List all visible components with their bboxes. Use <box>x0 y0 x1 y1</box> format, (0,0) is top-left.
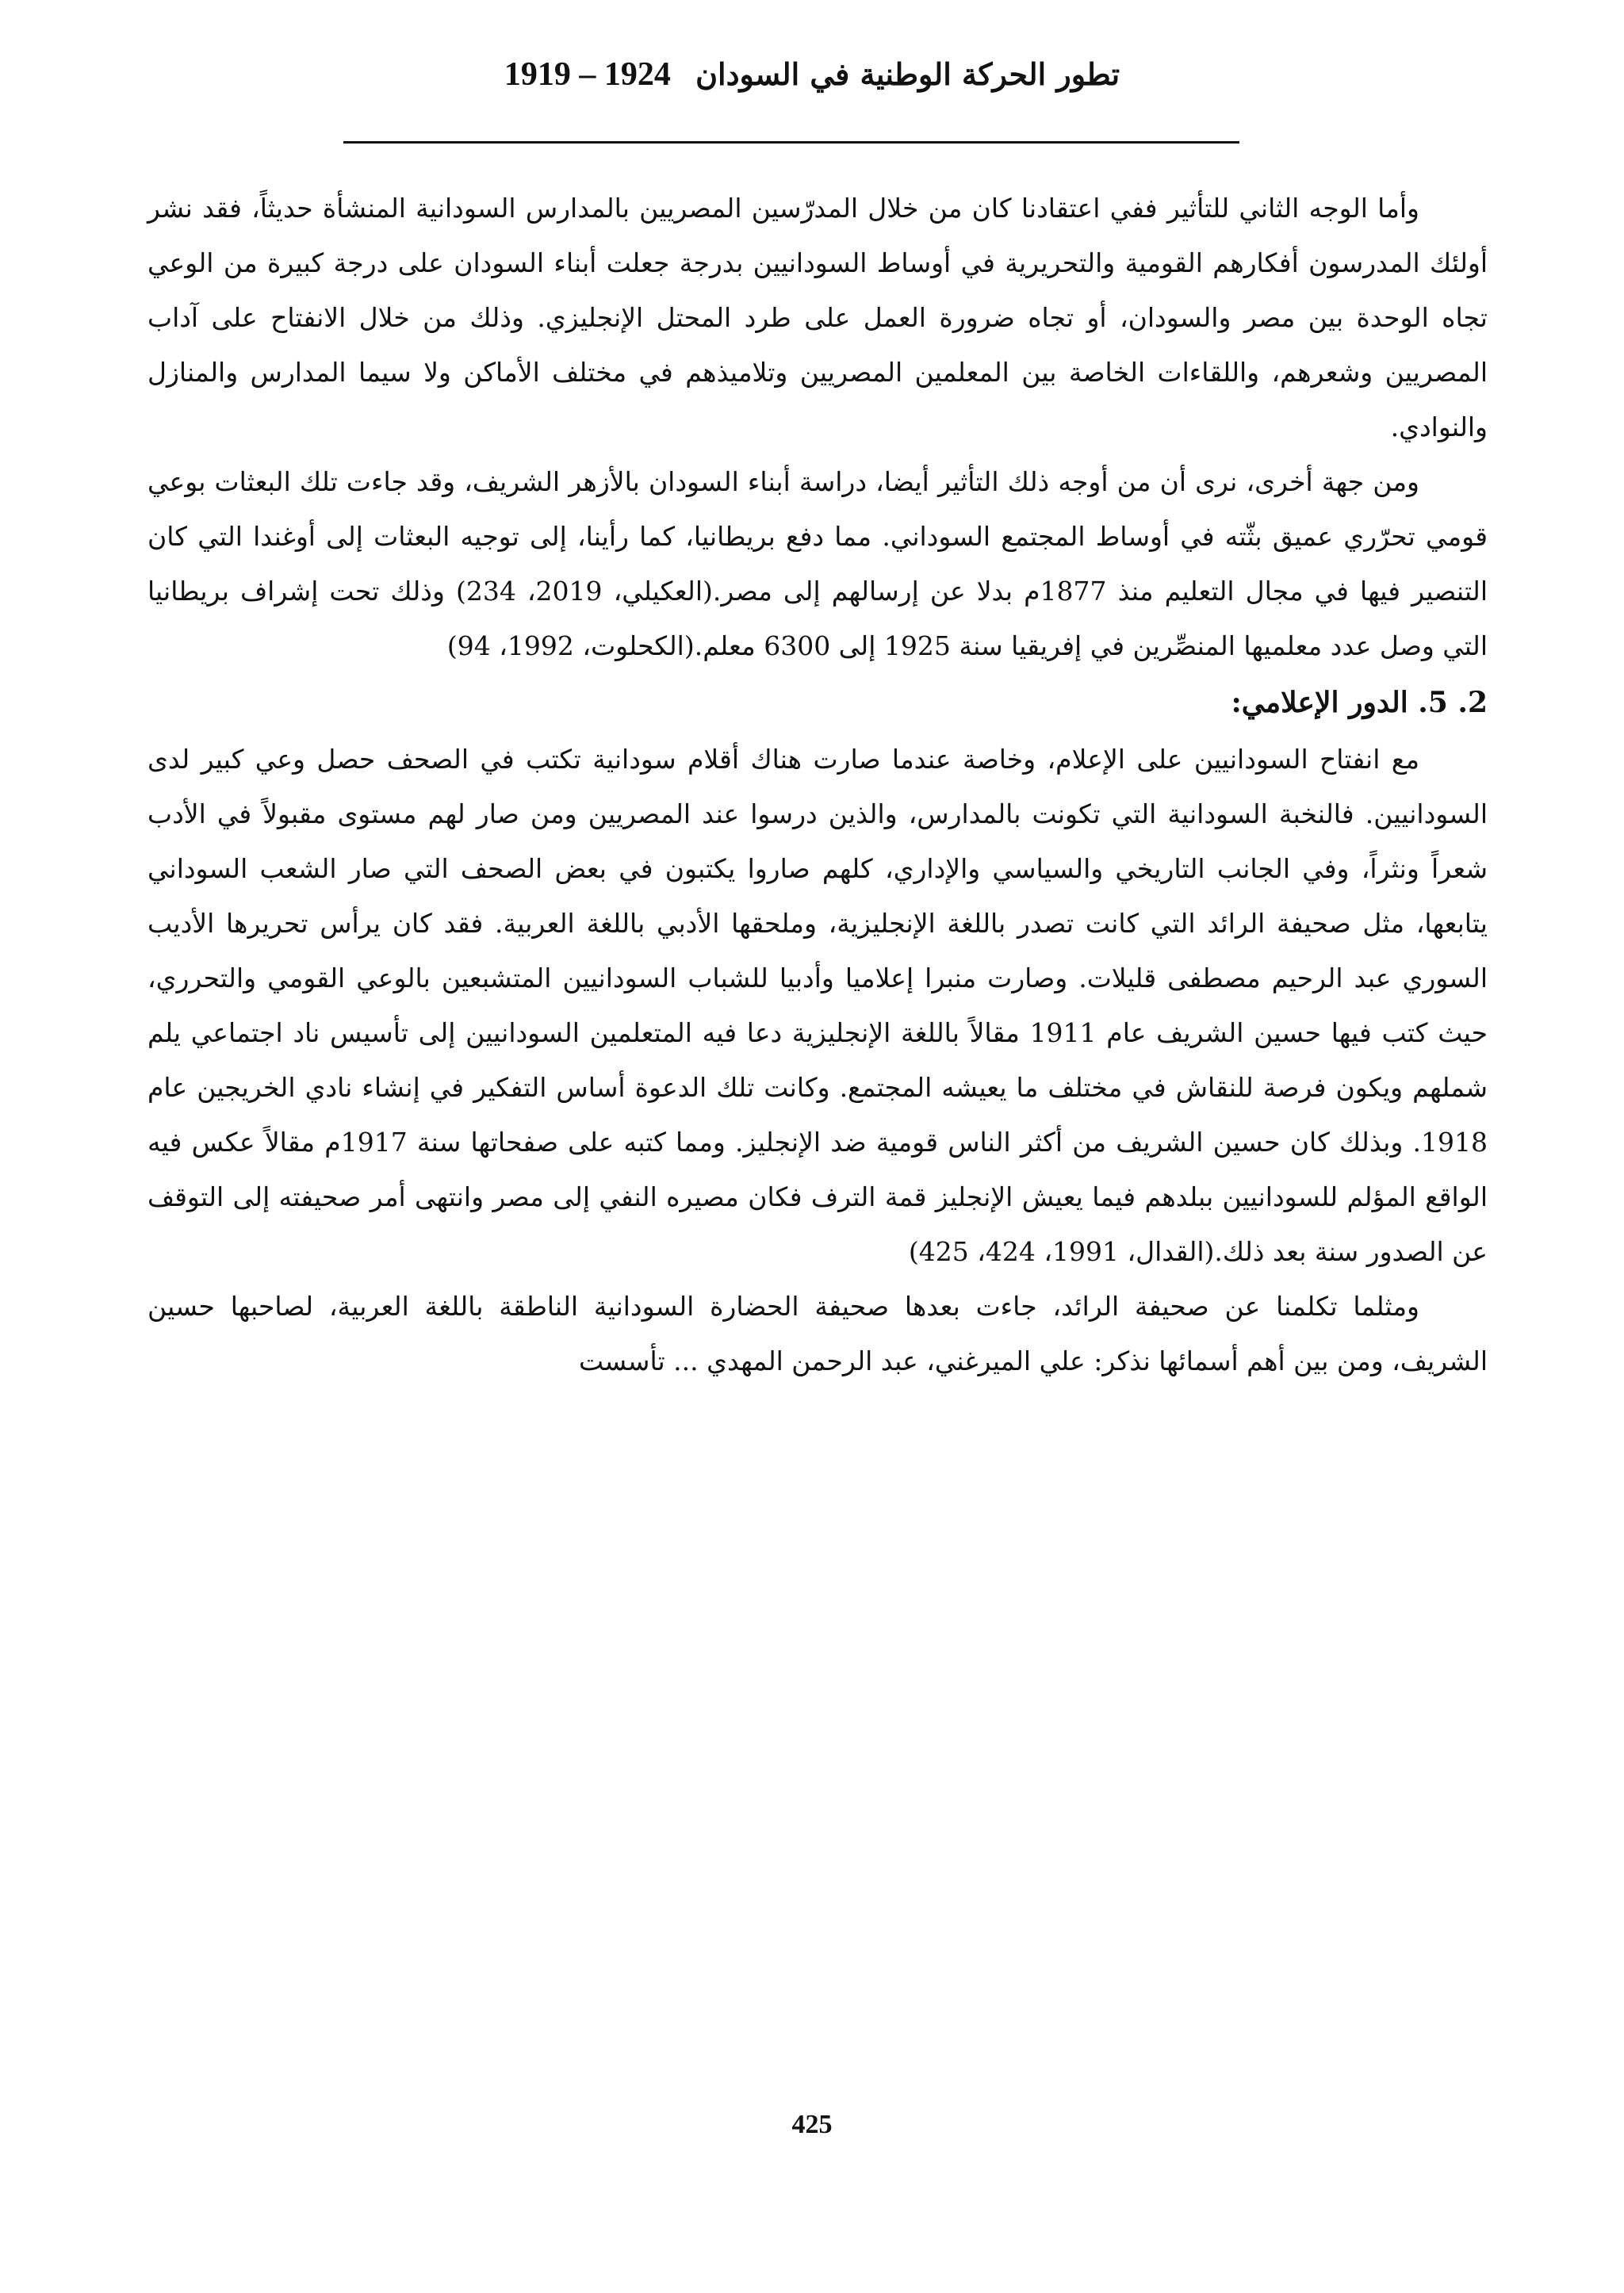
page-body <box>147 181 1488 1388</box>
paragraph-teachers-influence: وأما الوجه الثاني للتأثير ففي اعتقادنا كان من خلال المدرّسين المصريين بالمدارس السودانية المنشأة حديثاً، فقد نشر أولئك المدرسون أفكارهم القومية والتحريرية في أوساط السودانيين بدرجة جعلت أبناء السودان على درجة كبيرة من الوعي تجاه الوحدة بين مصر والسودان، أو تجاه ضرورة العمل على طرد المحتل الإنجليزي. وذلك من خلال الانفتاح على آداب المصريين وشعرهم، واللقاءات الخاصة بين المعلمين المصريين وتلاميذهم في مختلف الأماكن ولا سيما المدارس والمنازل والنوادي. <box>147 193 1488 442</box>
paragraph-azhar-missions: ومن جهة أخرى، نرى أن من أوجه ذلك التأثير أيضا، دراسة أبناء السودان بالأزهر الشريف، وقد جاءت تلك البعثات بوعي قومي تحرّري عميق بثّته في أوساط المجتمع السوداني. مما دفع بريطانيا، كما رأينا، إلى توجيه البعثات إلى أوغندا التي كان التنصير فيها في مجال التعليم منذ 1877م بدلا عن إرسالهم إلى مصر.(العكيلي، 2019، 234) وذلك تحت إشراف بريطانيا التي وصل عدد معلميها المنصِّرين في إفريقيا سنة 1925 إلى 6300 معلم.(الكحلوت، 1992، 94) <box>147 466 1488 661</box>
page-number: 425 <box>791 2110 833 2139</box>
paragraph-hadara-newspaper: ومثلما تكلمنا عن صحيفة الرائد، جاءت بعدها صحيفة الحضارة السودانية الناطقة باللغة العربية، لصاحبها حسين الشريف، ومن بين أهم أسمائها نذكر: علي الميرغني، عبد الرحمن المهدي ... تأسست <box>147 1291 1488 1376</box>
header-years: 1919 – 1924 <box>504 56 671 93</box>
section-heading-media-role: 2. 5. الدور الإعلامي: <box>1231 686 1488 719</box>
header-divider <box>343 141 1239 144</box>
running-header <box>0 56 1624 94</box>
header-title: تطور الحركة الوطنية في السودان <box>695 56 1120 92</box>
paragraph-media-role: مع انفتاح السودانيين على الإعلام، وخاصة عندما صارت هناك أقلام سودانية تكتب في الصحف حصل وعي كبير لدى السودانيين. فالنخبة السودانية التي تكونت بالمدارس، والذين درسوا عند المصريين ومن صار لهم مستوى مقبولاً في الأدب شعراً ونثراً، وفي الجانب التاريخي والسياسي والإداري، كلهم صاروا يكتبون في بعض الصحف التي صار الشعب السوداني يتابعها، مثل صحيفة الرائد التي كانت تصدر باللغة الإنجليزية، وملحقها الأدبي باللغة العربية. فقد كان يرأس تحريرها الأديب السوري عبد الرحيم مصطفى قليلات. وصارت منبرا إعلاميا وأدبيا للشباب السودانيين المتشبعين بالوعي القومي والتحرري، حيث كتب فيها حسين الشريف عام 1911 مقالاً باللغة الإنجليزية دعا فيه المتعلمين السودانيين إلى تأسيس ناد اجتماعي يلم شملهم ويكون فرصة للنقاش في مختلف ما يعيشه المجتمع. وكانت تلك الدعوة أساس التفكير في إنشاء نادي الخريجين عام 1918. وبذلك كان حسين الشريف من أكثر الناس قومية ضد الإنجليز. ومما كتبه على صفحاتها سنة 1917م مقالاً عكس فيه الواقع المؤلم للسودانيين ببلدهم فيما يعيش الإنجليز قمة الترف فكان مصيره النفي إلى مصر وانتهى أمر صحيفته إلى التوقف عن الصدور سنة بعد ذلك.(القدال، 1991، 424، 425) <box>147 744 1488 1267</box>
